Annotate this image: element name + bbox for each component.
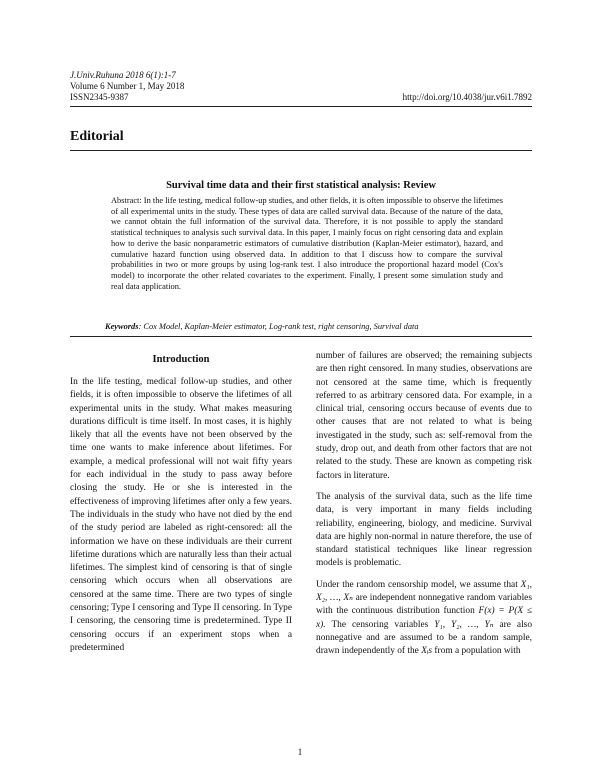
math-xi: Xᵢs	[421, 646, 433, 657]
right-column	[316, 350, 532, 667]
left-column	[70, 376, 292, 663]
journal-issn: ISSN2345-9387	[70, 92, 129, 102]
math-cdf: F(x) = P(X ≤ x).	[316, 606, 532, 630]
keywords-list: : Cox Model, Kaplan-Meier estimator, Log-rank test, right censoring, Survival data	[138, 322, 419, 331]
keywords-divider	[70, 336, 532, 337]
text-span: The censoring variables	[331, 619, 429, 630]
doi-link[interactable]: http://doi.org/10.4038/jur.v6i1.7892	[402, 92, 532, 102]
keywords-label: Keywords	[105, 322, 139, 331]
article-title: Survival time data and their first statistical analysis: Review	[166, 180, 436, 191]
math-x-vars: X₁, X₂, …, Xₙ	[316, 579, 533, 604]
text-span: Under the random censorship model, we assume that	[316, 579, 518, 590]
text-span: from a population with	[434, 646, 521, 657]
section-divider	[70, 150, 532, 151]
keywords	[105, 322, 419, 331]
journal-header	[70, 70, 532, 103]
section-label: Editorial	[70, 129, 124, 144]
paragraph: number of failures are observed; the remaining subjects are then right censored. In many studies, observations are not censored at the same time, which is frequently referred to as arbitrary censored data. For example, in a clinical trial, censoring occurs because of events due to other causes that are not related to what is being investigated in the study, such as: self-removal from the study, drop out, and death from other factors that are not related to the study. These are known as competing risk factors in literature.	[316, 351, 532, 481]
math-y-vars: Y₁, Y₂, …, Yₙ	[434, 619, 494, 630]
text-span: are also nonnegative and are assumed to be a random sample, drawn independently of the	[316, 619, 533, 657]
text-span: are independent nonnegative random variables with the continuous distribution function	[316, 593, 532, 617]
paragraph	[316, 579, 532, 659]
journal-citation: J.Univ.Ruhuna 2018 6(1):1-7	[70, 70, 176, 80]
abstract: Abstract: In the life testing, medical follow-up studies, and other fields, it is often impossible to observe the lifetimes of all experimental units in the study. These types of data are called survival data. Because of the nature of the data, we cannot obtain the full information of the survival data. Therefore, it is not possible to apply the standard statistical techniques to analysis such survival data. In this paper, I mainly focus on right censoring data and explain how to derive the basic nonparametric estimators of cumulative distribution (Kaplan-Meier estimator), hazard, and cumulative hazard function using observed data. In addition to that I discuss how to compare the survival probabilities in two or more groups by using log-rank test. I also introduce the proportional hazard model (Cox's model) to incorporate the other related covariates to the experiment. Finally, I present some simulation study and real data application.	[111, 196, 503, 291]
paragraph: In the life testing, medical follow-up studies, and other fields, it is often impossible to observe the lifetimes of all experimental units in the study. What makes measuring durations difficult is time itself. In most cases, it is highly likely that all the events have not been observed by the time one wants to make inference about lifetimes. For example, a medical professional will not wait fifty years for each individual in the study to pass away before closing the study. He or she is interested in the effectiveness of improving lifetimes after only a few years. The individuals in the study who have not died by the end of the study period are labeled as right-censored: all the information we have on these individuals are their current lifetime durations which are naturally less than their actual lifetimes. The simplest kind of censoring is that of single censoring which occurs when all observations are censored at the same time. There are two types of single censoring; Type I censoring and Type II censoring. In Type I censoring, the censoring time is predetermined. Type II censoring occurs if an experiment stops when a predetermined	[70, 377, 292, 653]
page-number: 1	[297, 748, 303, 758]
header-divider	[70, 106, 532, 107]
paragraph: The analysis of the survival data, such as the life time data, is very important in many fields including reliability, engineering, biology, and medicine. Survival data are highly non-normal in nature therefore, the use of standard statistical techniques like linear regression models is problematic.	[316, 491, 532, 569]
journal-volume: Volume 6 Number 1, May 2018	[70, 81, 185, 91]
introduction-heading: Introduction	[152, 354, 210, 365]
